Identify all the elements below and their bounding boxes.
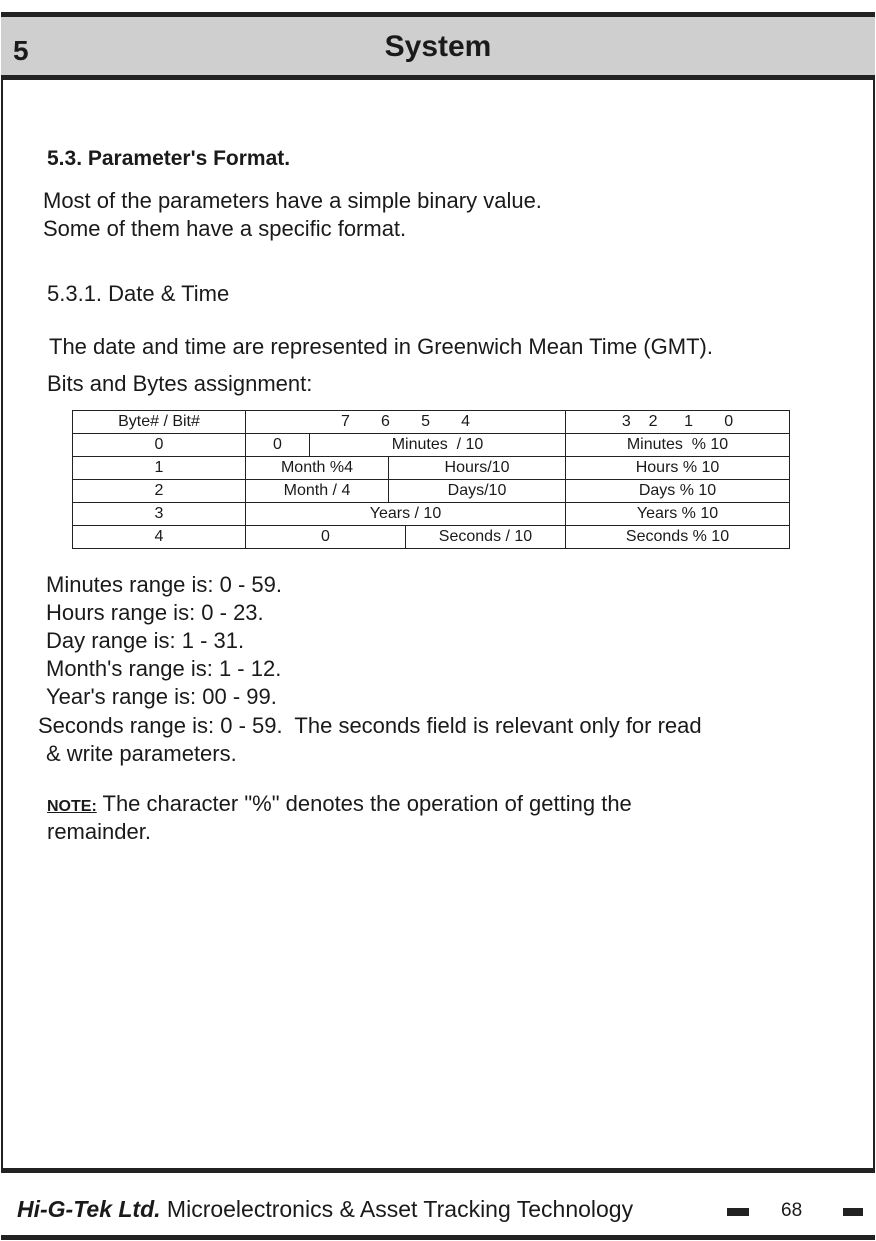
table-row	[73, 526, 790, 549]
seconds-range-line-2: & write parameters.	[46, 741, 237, 766]
minutes-low-cell: Minutes % 10	[566, 434, 790, 457]
years-high-cell: Years / 10	[246, 503, 566, 526]
header-high-bits: 7 6 5 4	[246, 411, 566, 434]
year-range: Year's range is: 00 - 99.	[46, 684, 277, 709]
month-mod-cell: Month %4	[246, 457, 389, 480]
intro-line-1: Most of the parameters have a simple binary value.	[43, 188, 542, 213]
bits-bytes-label: Bits and Bytes assignment:	[47, 371, 313, 396]
hours-range: Hours range is: 0 - 23.	[46, 600, 264, 625]
chapter-header	[1, 12, 875, 80]
byte-number: 3	[73, 503, 246, 526]
table-row	[73, 480, 790, 503]
byte-number: 0	[73, 434, 246, 457]
bit7-value: 0	[246, 434, 310, 457]
subsection-title: 5.3.1. Date & Time	[47, 281, 230, 306]
company-tagline: Microelectronics & Asset Tracking Technology	[166, 1196, 634, 1222]
years-low-cell: Years % 10	[566, 503, 790, 526]
page-number: 68	[781, 1200, 803, 1221]
footer-company-line	[17, 1196, 633, 1223]
seconds-range-line-1: Seconds range is: 0 - 59. The seconds field is relevant only for read	[38, 713, 702, 738]
note-text-line-2: remainder.	[47, 819, 151, 844]
table-row	[73, 434, 790, 457]
chapter-title: System	[384, 30, 492, 63]
seconds-high-cell: Seconds / 10	[406, 526, 566, 549]
intro-line-2: Some of them have a specific format.	[43, 216, 407, 241]
month-div-cell: Month / 4	[246, 480, 389, 503]
note-text-line-1: The character "%" denotes the operation of getting the	[102, 791, 632, 816]
header-byte-bit: Byte# / Bit#	[73, 411, 246, 434]
day-range: Day range is: 1 - 31.	[46, 628, 245, 653]
byte-number: 1	[73, 457, 246, 480]
minutes-range: Minutes range is: 0 - 59.	[46, 572, 283, 597]
table-header-row	[73, 411, 790, 434]
page-border-left	[1, 80, 3, 1168]
days-high-cell: Days/10	[389, 480, 566, 503]
company-name: Hi-G-Tek Ltd.	[17, 1196, 161, 1222]
hours-low-cell: Hours % 10	[566, 457, 790, 480]
header-low-bits: 3 2 1 0	[566, 411, 790, 434]
date-time-bit-table	[72, 410, 790, 549]
page-footer	[1, 1168, 875, 1240]
gmt-description: The date and time are represented in Greenwich Mean Time (GMT).	[49, 334, 713, 359]
section-title: 5.3. Parameter's Format.	[47, 147, 291, 170]
chapter-number: 5	[13, 35, 29, 66]
page-border-right	[873, 80, 875, 1168]
seconds-low-cell: Seconds % 10	[566, 526, 790, 549]
byte-number: 4	[73, 526, 246, 549]
table-row	[73, 503, 790, 526]
month-range: Month's range is: 1 - 12.	[46, 656, 282, 681]
footer-bar-left	[727, 1208, 749, 1216]
hours-high-cell: Hours/10	[389, 457, 566, 480]
days-low-cell: Days % 10	[566, 480, 790, 503]
footer-bar-right	[843, 1208, 863, 1216]
byte-number: 2	[73, 480, 246, 503]
minutes-high-cell: Minutes / 10	[310, 434, 566, 457]
table-row	[73, 457, 790, 480]
note	[47, 791, 632, 817]
note-label: NOTE:	[47, 798, 97, 815]
seconds-zero-cell: 0	[246, 526, 406, 549]
